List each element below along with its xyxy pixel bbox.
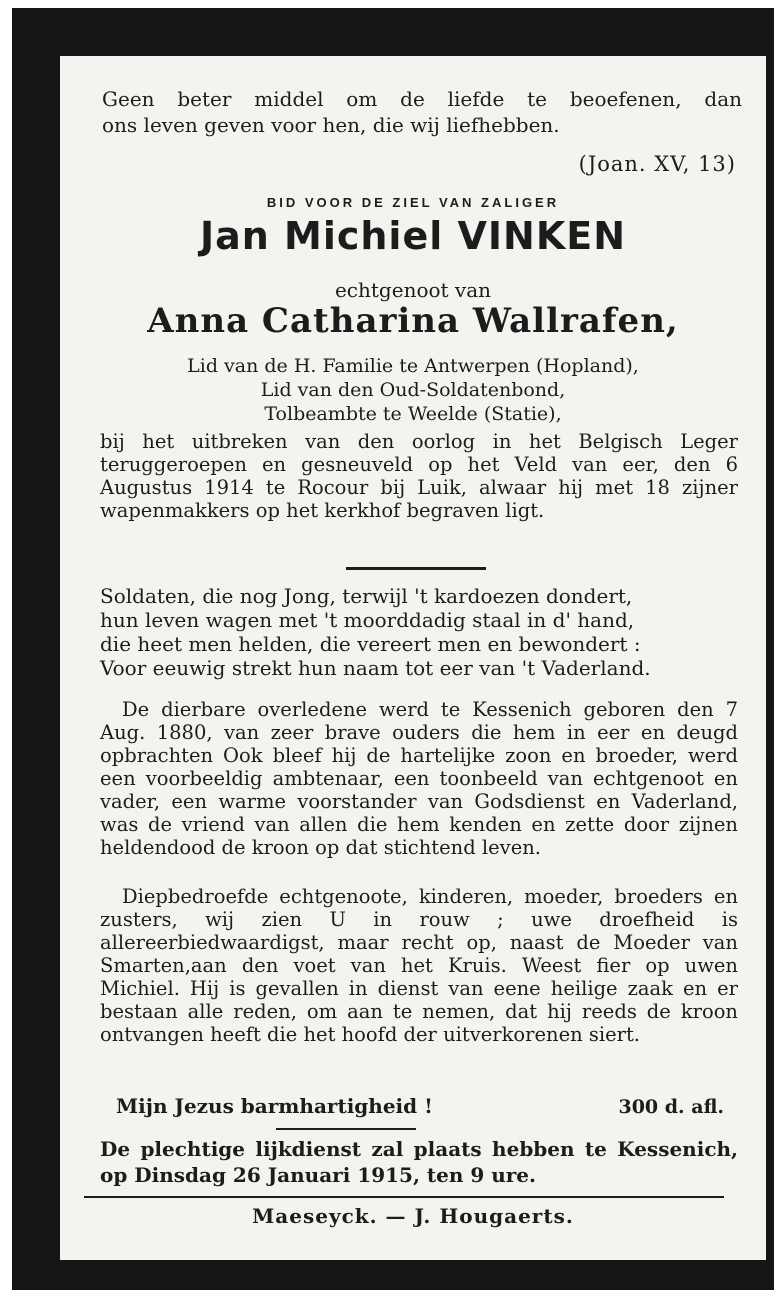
spouse-name: Anna Catharina Wallrafen, — [147, 301, 679, 341]
quote-line-1: Geen beter middel om de liefde te beoefenen, dan — [102, 87, 742, 111]
quote-reference: (Joan. XV, 13) — [578, 152, 736, 176]
prayer-heading: BID VOOR DE ZIEL VAN ZALIGER — [266, 195, 560, 210]
poem-line: Voor eeuwig strekt hun naam tot eer van 't Vaderland. — [100, 656, 651, 680]
printer-imprint: Maeseyck. — J. Hougaerts. — [252, 1204, 574, 1228]
indulgence-note: 300 d. afl. — [618, 1096, 724, 1118]
bible-quote — [102, 86, 742, 138]
funeral-notice: De plechtige lijkdienst zal plaats hebben te Kessenich, op Dinsdag 26 Januari 1915, ten 9 ure. — [100, 1137, 738, 1187]
poem-line: die heet men helden, die vereert men en bewondert : — [100, 632, 641, 656]
divider — [84, 1196, 724, 1198]
poem-line: hun leven wagen met 't moorddadig staal in d' hand, — [100, 608, 635, 632]
closing-prayer: Mijn Jezus barmhartigheid ! — [116, 1094, 433, 1118]
spouse-intro: echtgenoot van — [334, 278, 492, 302]
deceased-name: Jan Michiel VINKEN — [199, 214, 627, 258]
mourning-border — [12, 8, 774, 1290]
life-paragraph: De dierbare overledene werd te Kessenich geboren den 7 Aug. 1880, van zeer brave ouders die hem in eer en deugd opbrachten Ook bleef hij de hartelijke zoon en broeder, werd een voorbeeldig ambtenaar, een toonbeeld van echtgenoot en vader, een warme voorstander van Godsdienst en Vaderland, was de vriend van allen die hem kenden en zette door zijnen heldendood de kroon op dat stichtend leven. — [100, 698, 738, 859]
memorial-card — [60, 56, 766, 1260]
title-line: Lid van den Oud-Soldatenbond, — [260, 379, 566, 401]
poem — [100, 584, 738, 680]
death-paragraph: bij het uitbreken van den oorlog in het Belgisch Leger teruggeroepen en gesneuveld op het Veld van eer, den 6 Augustus 1914 te Rocour bij Luik, alwaar hij met 18 zijner wapenmakkers op het kerkhof begraven ligt. — [100, 430, 738, 522]
title-line: Tolbeambte te Weelde (Statie), — [264, 403, 562, 425]
title-line: Lid van de H. Familie te Antwerpen (Hopland), — [187, 355, 639, 377]
poem-line: Soldaten, die nog Jong, terwijl 't kardoezen dondert, — [100, 584, 633, 608]
quote-line-2: ons leven geven voor hen, die wij liefhebben. — [102, 113, 560, 137]
divider — [346, 567, 486, 570]
titles-list — [60, 354, 766, 426]
divider — [276, 1128, 416, 1130]
family-paragraph: Diepbedroefde echtgenoote, kinderen, moeder, broeders en zusters, wij zien U in rouw ; uwe droefheid is allereerbiedwaardigst, maar recht op, naast de Moeder van Smarten,aan den voet van het Kruis. Weest fier op uwen Michiel. Hij is gevallen in dienst van eene heilige zaak en er bestaan alle reden, om aan te nemen, dat hij reeds de kroon ontvangen heeft die het hoofd der uitverkorenen siert. — [100, 885, 738, 1046]
